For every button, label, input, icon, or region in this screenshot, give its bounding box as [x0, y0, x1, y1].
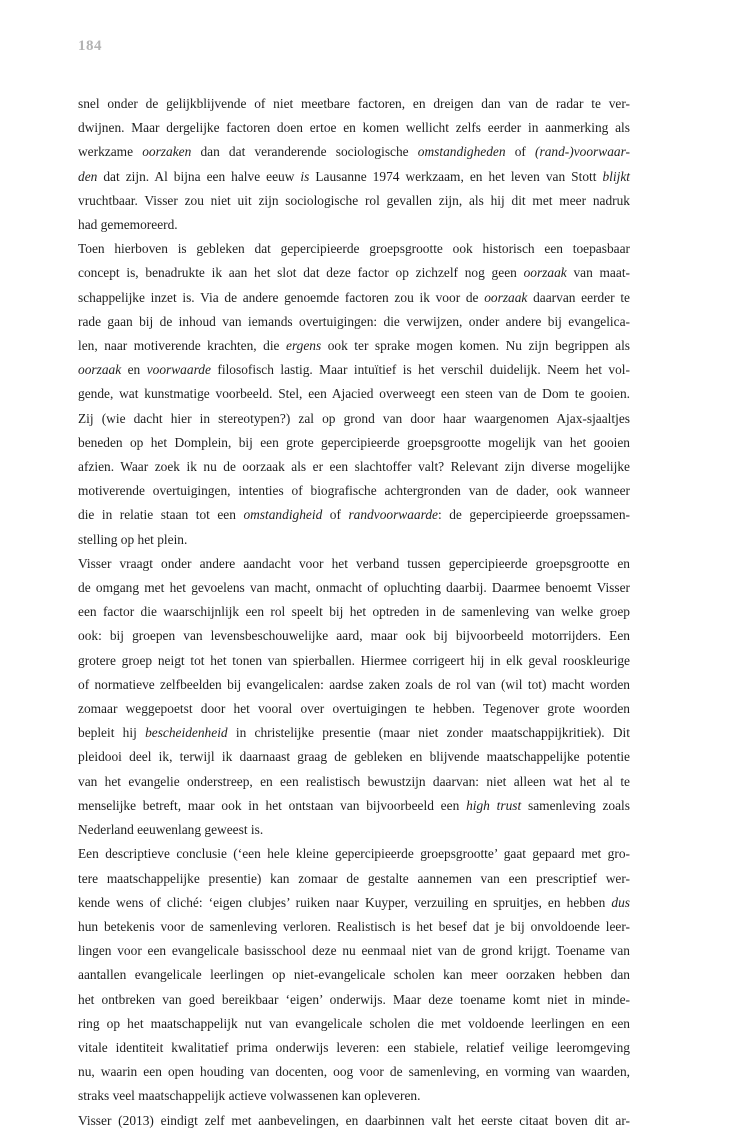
- text-line: [78, 1109, 630, 1133]
- text-run: vitale identiteit kwalitatief prima onderwijs leveren: een stabiele, relatief veilige leeromgeving: [78, 1039, 630, 1055]
- text-run: menselijke betreft, maar ook in het ontstaan van bijvoorbeeld een: [78, 797, 467, 813]
- text-run: bepleit hij: [78, 725, 146, 741]
- text-run: het ontbreken van goed bereikbaar ‘eigen’ onderwijs. Maar deze toename komt niet in minde-: [78, 991, 630, 1007]
- paragraph-1: [78, 92, 630, 237]
- text-line: [78, 286, 630, 310]
- text-line: [78, 939, 630, 963]
- text-run: Een descriptieve conclusie (‘een hele kleine gepercipieerde groepsgrootte’ gaat gepaard met gro-: [78, 846, 630, 862]
- text-run: of: [322, 507, 349, 523]
- text-run: daarvan eerder te: [527, 289, 630, 305]
- text-run: grotere groep neigt tot het tonen van spierballen. Hiermee corrigeert hij in elk geval rooskleurige: [78, 652, 630, 668]
- text-run: ook ter sprake mogen komen. Nu zijn begrippen als: [321, 338, 630, 354]
- text-line: [78, 189, 630, 213]
- italic-term: high trust: [466, 797, 522, 813]
- text-run: Lausanne 1974 werkzaam, en het leven van Stott: [309, 168, 603, 184]
- italic-term: oorzaak: [523, 265, 567, 281]
- text-line: [78, 165, 630, 189]
- page-number: 184: [78, 38, 102, 54]
- text-run: motiverende overtuigingen, intenties of biografische achtergronden van de dader, ook wanneer: [78, 483, 630, 499]
- italic-term: ergens: [286, 338, 322, 354]
- text-run: lingen voor een evangelicale basisschool deze nu eenmaal niet van de grond krijgt. Toename van: [78, 943, 630, 959]
- paragraph-2: [78, 237, 630, 552]
- text-run: Visser (2013) eindigt zelf met aanbevelingen, en daarbinnen valt het eerste citaat boven dit ar-: [78, 1112, 630, 1128]
- text-line: [78, 867, 630, 891]
- text-run: kende wens of cliché: ‘eigen clubjes’ ruiken naar Kuyper, verzuiling en spruitjes, en hebben: [78, 894, 612, 910]
- text-line: [78, 721, 630, 745]
- text-run: had gememoreerd.: [78, 217, 178, 233]
- text-run: straks veel maatschappelijk actieve volwassenen kan opleveren.: [78, 1088, 421, 1104]
- text-line: [78, 92, 630, 116]
- text-run: in christelijke presentie (maar niet zonder maatschappijkritiek). Dit: [227, 725, 630, 741]
- text-run: beneden op het Domplein, bij een grote gepercipieerde groepsgrootte mogelijk van het gooien: [78, 434, 630, 450]
- text-run: aantallen evangelicale leerlingen op niet-evangelicale scholen kan meer oorzaken hebben dan: [78, 967, 630, 983]
- italic-term: bescheidenheid: [145, 725, 228, 741]
- text-run: Zij (wie dacht hier in stereotypen?) zal op grond van door haar waargenomen Ajax-sjaaltjes: [78, 410, 630, 426]
- paragraph-3: [78, 552, 630, 842]
- text-run: en: [121, 362, 147, 378]
- text-run: van maat-: [566, 265, 630, 281]
- text-run: concept is, benadrukte ik aan het slot dat deze factor op zichzelf nog geen: [78, 265, 524, 281]
- paragraph-4: [78, 842, 630, 1108]
- text-run: dan dat veranderende sociologische: [191, 144, 418, 160]
- text-run: gende, wat kunstmatige voorbeeld. Stel, een Ajacied overweegt een steen van de Dom te gooien.: [78, 386, 630, 402]
- italic-term: is: [300, 168, 310, 184]
- text-line: [78, 213, 630, 237]
- text-line: [78, 382, 630, 406]
- italic-term: oorzaak: [484, 289, 528, 305]
- text-line: [78, 697, 630, 721]
- text-run: afzien. Waar zoek ik nu de oorzaak als er een slachtoffer valt? Relevant zijn diverse mogelijke: [78, 459, 630, 475]
- text-line: [78, 915, 630, 939]
- text-run: snel onder de gelijkblijvende of niet meetbare factoren, en dreigen dan van de radar te ver-: [78, 96, 630, 111]
- text-line: [78, 407, 630, 431]
- text-run: vruchtbaar. Visser zou niet uit zijn sociologische rol gevallen zijn, als hij dit met meer nadruk: [78, 192, 630, 208]
- text-run: Toen hierboven is gebleken dat gepercipieerde groepsgrootte ook historisch een toepasbaar: [78, 241, 630, 257]
- italic-term: omstandigheden: [417, 144, 506, 160]
- text-line: [78, 891, 630, 915]
- text-run: samenleving zoals: [521, 797, 630, 813]
- text-run: ook: bij groepen van levensbeschouwelijke aard, maar ook bij bijvoorbeeld motorrijders. Een: [78, 628, 630, 644]
- text-run: ring op het maatschappelijk nut van evangelicale scholen die met voldoende leerlingen en een: [78, 1015, 630, 1031]
- text-line: [78, 600, 630, 624]
- text-run: die in relatie staan tot een: [78, 507, 244, 523]
- text-run: werkzame: [78, 144, 143, 160]
- italic-term: (rand-)voorwaar-: [535, 144, 630, 160]
- text-line: [78, 334, 630, 358]
- paragraph-5: [78, 1109, 630, 1133]
- text-run: filosofisch lastig. Maar intuïtief is het verschil duidelijk. Neem het vol-: [210, 362, 630, 378]
- text-run: zomaar weggepoetst door het vooral over overtuigingen te hebben. Tegenover grote woorden: [78, 701, 630, 717]
- italic-term: oorzaak: [78, 362, 122, 378]
- text-line: [78, 842, 630, 866]
- text-line: [78, 528, 630, 552]
- text-line: [78, 576, 630, 600]
- text-run: stelling op het plein.: [78, 531, 188, 547]
- text-run: Visser vraagt onder andere aandacht voor het verband tussen gepercipieerde groepsgrootte en: [78, 555, 630, 571]
- text-line: [78, 963, 630, 987]
- text-line: [78, 649, 630, 673]
- text-line: [78, 431, 630, 455]
- italic-term: randvoorwaarde: [348, 507, 438, 523]
- text-run: dwijnen. Maar dergelijke factoren doen ertoe en komen wellicht zelfs eerder in aanmerking als: [78, 120, 630, 136]
- text-line: [78, 624, 630, 648]
- text-run: van het evangelie onderstreep, en een realistisch bewustzijn daarvan: niet alleen wat het al te: [78, 773, 630, 789]
- text-line: [78, 116, 630, 140]
- text-run: : de gepercipieerde groepssamen-: [437, 507, 630, 523]
- text-line: [78, 988, 630, 1012]
- text-line: [78, 1060, 630, 1084]
- text-line: [78, 310, 630, 334]
- text-run: schappelijke inzet is. Via de andere genoemde factoren zou ik voor de: [78, 289, 485, 305]
- italic-term: blijkt: [602, 168, 631, 184]
- text-line: [78, 455, 630, 479]
- italic-term: dus: [611, 894, 630, 910]
- text-run: len, naar motiverende krachten, die: [78, 338, 286, 354]
- text-run: een factor die waarschijnlijk een rol speelt bij het optreden in de samenleving van welke groep: [78, 604, 630, 620]
- text-line: [78, 818, 630, 842]
- italic-term: voorwaarde: [146, 362, 211, 378]
- text-run: nu, waarin een open houding van docenten, oog voor de samenleving, en vorming van waarden,: [78, 1064, 630, 1080]
- text-run: of normatieve zelfbeelden bij evangelicalen: aardse zaken zoals de rol van (wil tot) macht worden: [78, 676, 630, 692]
- text-line: [78, 1012, 630, 1036]
- text-run: rade gaan bij de inhoud van iemands overtuigingen: die verwijzen, onder andere bij evangelica-: [78, 313, 630, 329]
- text-run: pleidooi deel ik, terwijl ik daarnaast graag de gebleken en blijvende maatschappelijke potentie: [78, 749, 630, 765]
- text-line: [78, 237, 630, 261]
- italic-term: oorzaken: [142, 144, 192, 160]
- text-run: Nederland eeuwenlang geweest is.: [78, 822, 264, 838]
- text-line: [78, 770, 630, 794]
- body-text: [78, 92, 630, 1133]
- text-run: tere maatschappelijke presentie) kan zomaar de gestalte aannemen van een prescriptief wer-: [78, 870, 630, 886]
- text-line: [78, 673, 630, 697]
- text-run: of: [505, 144, 536, 160]
- text-line: [78, 140, 630, 164]
- italic-term: den: [78, 168, 98, 184]
- text-line: [78, 745, 630, 769]
- text-run: de omgang met het gevoelens van macht, onmacht of opluchting daarbij. Daarmee benoemt Visser: [78, 580, 630, 596]
- text-run: dat zijn. Al bijna een halve eeuw: [97, 168, 301, 184]
- text-run: hun betekenis voor de samenleving verloren. Realistisch is het besef dat je bij onvoldoende leer-: [78, 918, 630, 934]
- text-line: [78, 261, 630, 285]
- text-line: [78, 552, 630, 576]
- text-line: [78, 1084, 630, 1108]
- text-line: [78, 1036, 630, 1060]
- text-line: [78, 479, 630, 503]
- text-line: [78, 794, 630, 818]
- text-line: [78, 503, 630, 527]
- text-line: [78, 358, 630, 382]
- italic-term: omstandigheid: [243, 507, 323, 523]
